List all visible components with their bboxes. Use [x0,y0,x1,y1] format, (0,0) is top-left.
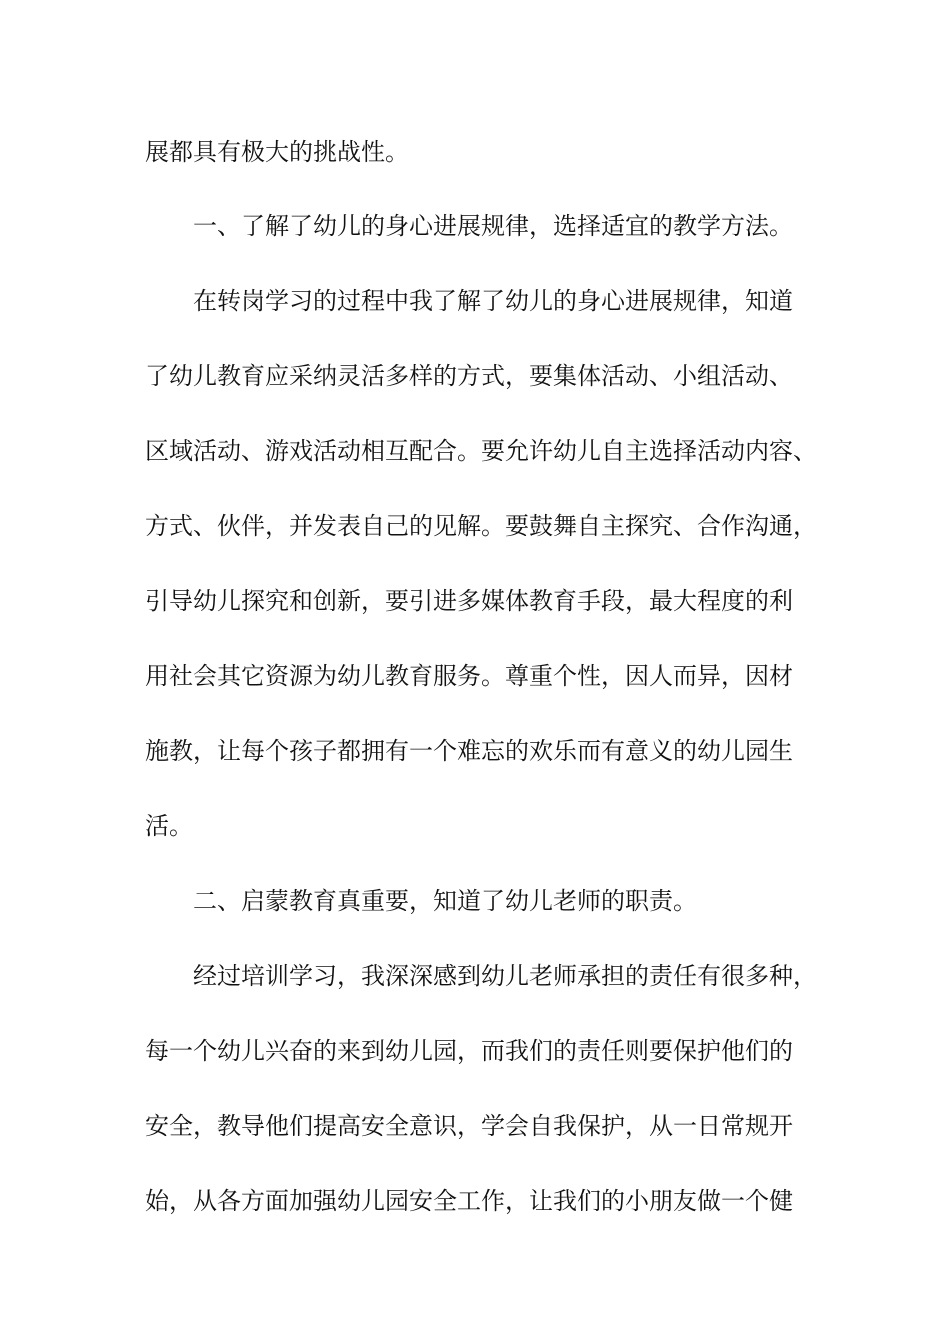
paragraph-continuation-line: 展都具有极大的挑战性。 [145,138,409,166]
paragraph-line: 活。 [145,812,193,840]
paragraph-line: 施教，让每个孩子都拥有一个难忘的欢乐而有意义的幼儿园生 [145,737,793,765]
paragraph-line: 引导幼儿探究和创新，要引进多媒体教育手段，最大程度的利 [145,587,793,615]
paragraph-line: 始，从各方面加强幼儿园安全工作，让我们的小朋友做一个健 [145,1187,793,1215]
paragraph-line: 了幼儿教育应采纳灵活多样的方式，要集体活动、小组活动、 [145,362,793,390]
paragraph-line: 用社会其它资源为幼儿教育服务。尊重个性，因人而异，因材 [145,662,793,690]
paragraph-line: 每一个幼儿兴奋的来到幼儿园，而我们的责任则要保护他们的 [145,1037,793,1065]
paragraph-line: 经过培训学习，我深深感到幼儿老师承担的责任有很多种， [193,962,817,990]
paragraph-line: 安全，教导他们提高安全意识，学会自我保护，从一日常规开 [145,1112,793,1140]
section-heading-1: 一、了解了幼儿的身心进展规律，选择适宜的教学方法。 [193,212,793,240]
paragraph-line: 方式、伙伴，并发表自己的见解。要鼓舞自主探究、合作沟通， [145,512,817,540]
paragraph-line: 在转岗学习的过程中我了解了幼儿的身心进展规律，知道 [193,287,793,315]
section-heading-2: 二、启蒙教育真重要，知道了幼儿老师的职责。 [193,887,697,915]
paragraph-line: 区域活动、游戏活动相互配合。要允许幼儿自主选择活动内容、 [145,437,817,465]
